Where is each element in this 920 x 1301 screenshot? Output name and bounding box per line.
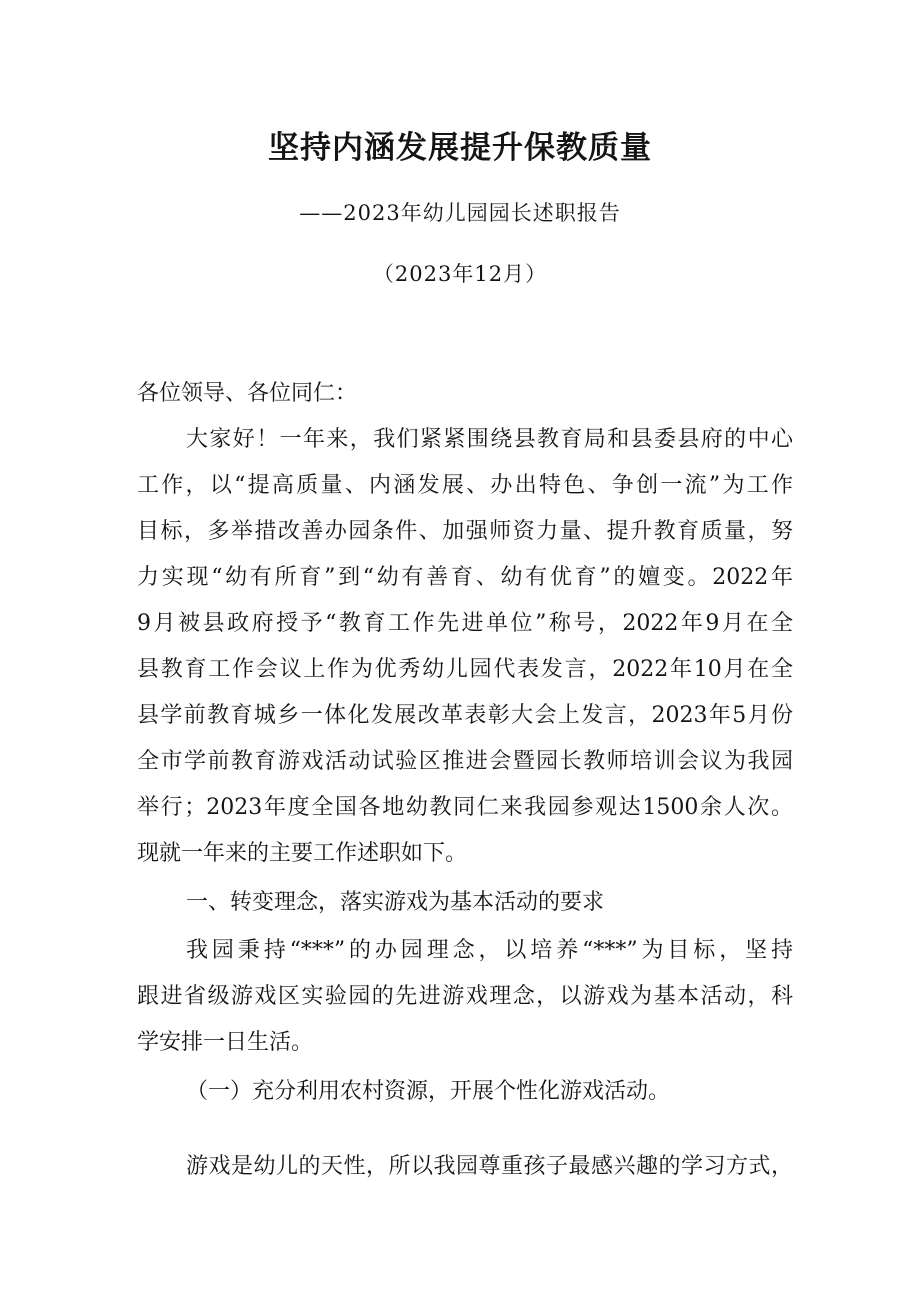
paragraph-line: 县教育工作会议上作为优秀幼儿园代表发言，2022年10月在全 bbox=[137, 657, 793, 682]
document-title: 坚持内涵发展提升保教质量 bbox=[268, 130, 652, 166]
paragraph-line: 跟进省级游戏区实验园的先进游戏理念，以游戏为基本活动，科 bbox=[137, 984, 793, 1009]
paragraph-line: 全市学前教育游戏活动试验区推进会暨园长教师培训会议为我园 bbox=[137, 749, 793, 774]
document-date: （2023年12月） bbox=[372, 262, 548, 286]
paragraph-line: 县学前教育城乡一体化发展改革表彰大会上发言，2023年5月份 bbox=[137, 703, 793, 728]
paragraph-line: 大家好！一年来，我们紧紧围绕县教育局和县委县府的中心 bbox=[186, 427, 793, 452]
paragraph-line: 游戏是幼儿的天性，所以我园尊重孩子最感兴趣的学习方式， bbox=[186, 1154, 793, 1179]
paragraph-line: 工作，以“提高质量、内涵发展、办出特色、争创一流”为工作 bbox=[137, 473, 793, 498]
paragraph-line: 现就一年来的主要工作述职如下。 bbox=[137, 841, 468, 866]
paragraph-line: 目标，多举措改善办园条件、加强师资力量、提升教育质量，努 bbox=[137, 519, 793, 544]
paragraph-line: 9月被县政府授予“教育工作先进单位”称号，2022年9月在全 bbox=[137, 611, 793, 636]
paragraph-line: 我园秉持“***”的办园理念，以培养“***”为目标，坚持 bbox=[186, 938, 793, 963]
paragraph-line: 力实现“幼有所育”到“幼有善育、幼有优育”的嬗变。2022年 bbox=[137, 565, 793, 590]
subsection-heading: （一）充分利用农村资源，开展个性化游戏活动。 bbox=[186, 1079, 671, 1104]
paragraph-line: 举行；2023年度全国各地幼教同仁来我园参观达1500余人次。 bbox=[137, 795, 793, 820]
document-subtitle: ——2023年幼儿园园长述职报告 bbox=[299, 201, 621, 225]
paragraph-line: 学安排一日生活。 bbox=[137, 1030, 314, 1055]
section-heading: 一、转变理念，落实游戏为基本活动的要求 bbox=[186, 890, 605, 915]
salutation: 各位领导、各位同仁： bbox=[137, 381, 358, 406]
